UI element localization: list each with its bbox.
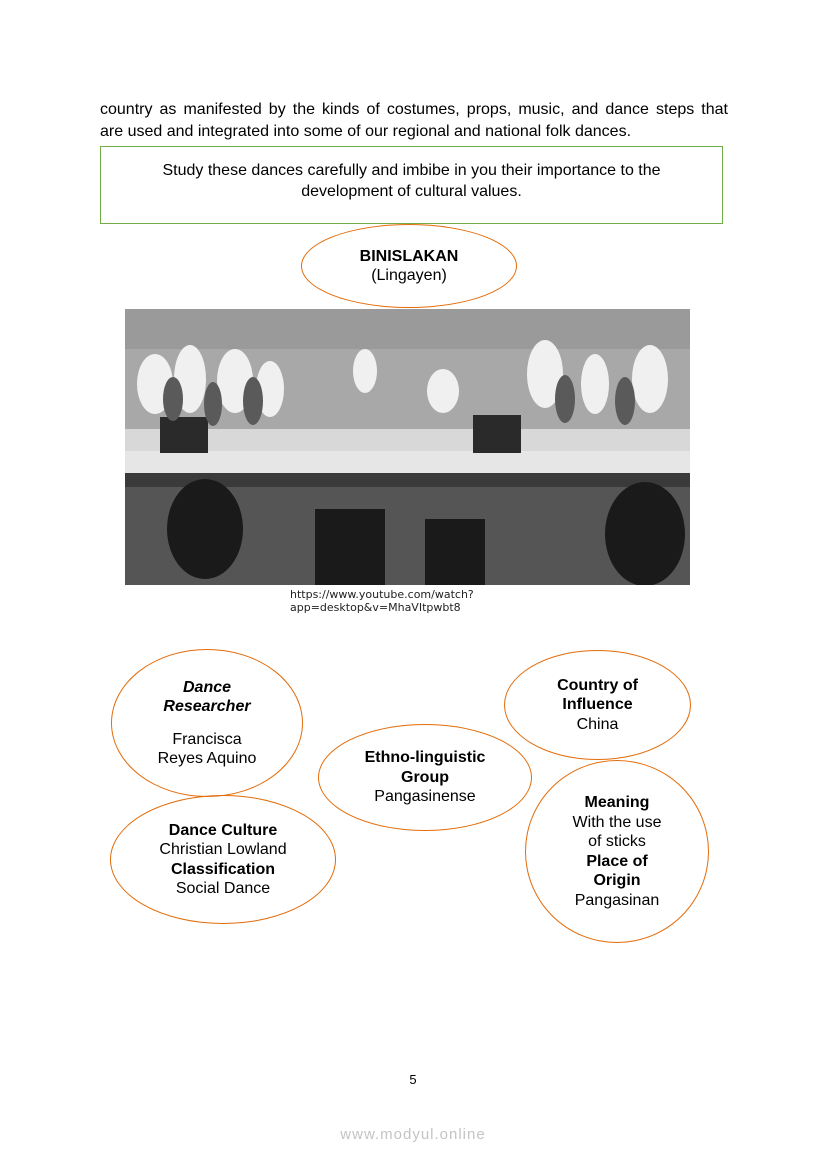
country-oval xyxy=(504,650,691,760)
meaning-label: Meaning xyxy=(584,794,650,811)
origin-value: Pangasinan xyxy=(574,891,660,909)
origin-label-2: Origin xyxy=(593,872,641,889)
meaning-value-2: of sticks xyxy=(588,833,646,850)
culture-oval xyxy=(110,795,336,924)
url-line-1[interactable]: https://www.youtube.com/watch? xyxy=(290,588,474,601)
dance-performance-image xyxy=(125,309,690,585)
researcher-value-2: Reyes Aquino xyxy=(157,750,257,767)
country-value: China xyxy=(576,715,619,733)
classification-value: Social Dance xyxy=(175,880,271,897)
page-number: 5 xyxy=(409,1072,417,1087)
study-line-1: Study these dances carefully and imbibe in you their importance to the xyxy=(162,162,661,179)
culture-value: Christian Lowland xyxy=(159,841,287,858)
researcher-value-1: Francisca xyxy=(172,730,242,748)
culture-label: Dance Culture xyxy=(168,821,278,839)
study-line-2: development of cultural values. xyxy=(301,183,522,200)
researcher-label-1: Dance xyxy=(182,678,232,696)
meaning-value-1: With the use xyxy=(572,813,662,831)
intro-line-2: are used and integrated into some of our regional and national folk dances. xyxy=(100,123,632,140)
photo-source-url[interactable] xyxy=(290,588,474,614)
ethno-value: Pangasinense xyxy=(374,788,476,806)
researcher-label-2: Researcher xyxy=(163,698,251,715)
dance-name: BINISLAKAN xyxy=(359,247,459,265)
url-line-2[interactable]: app=desktop&v=MhaVItpwbt8 xyxy=(290,601,461,614)
country-label-1: Country of xyxy=(557,676,638,694)
country-label-2: Influence xyxy=(562,696,633,714)
footer-watermark: www.modyul.online xyxy=(340,1126,486,1143)
dance-place: (Lingayen) xyxy=(371,267,447,284)
ethno-label-1: Ethno-linguistic xyxy=(364,749,486,767)
dance-photo xyxy=(125,309,690,585)
ethno-label-2: Group xyxy=(401,768,449,786)
study-instruction-box xyxy=(100,146,723,224)
meaning-oval xyxy=(525,760,709,943)
researcher-oval xyxy=(111,649,303,797)
intro-paragraph xyxy=(100,99,728,143)
origin-label-1: Place of xyxy=(586,852,648,870)
dance-title-oval xyxy=(301,224,517,308)
intro-line-1: country as manifested by the kinds of costumes, props, music, and dance steps that xyxy=(100,101,728,118)
ethno-oval xyxy=(318,724,532,831)
classification-label: Classification xyxy=(170,860,276,878)
